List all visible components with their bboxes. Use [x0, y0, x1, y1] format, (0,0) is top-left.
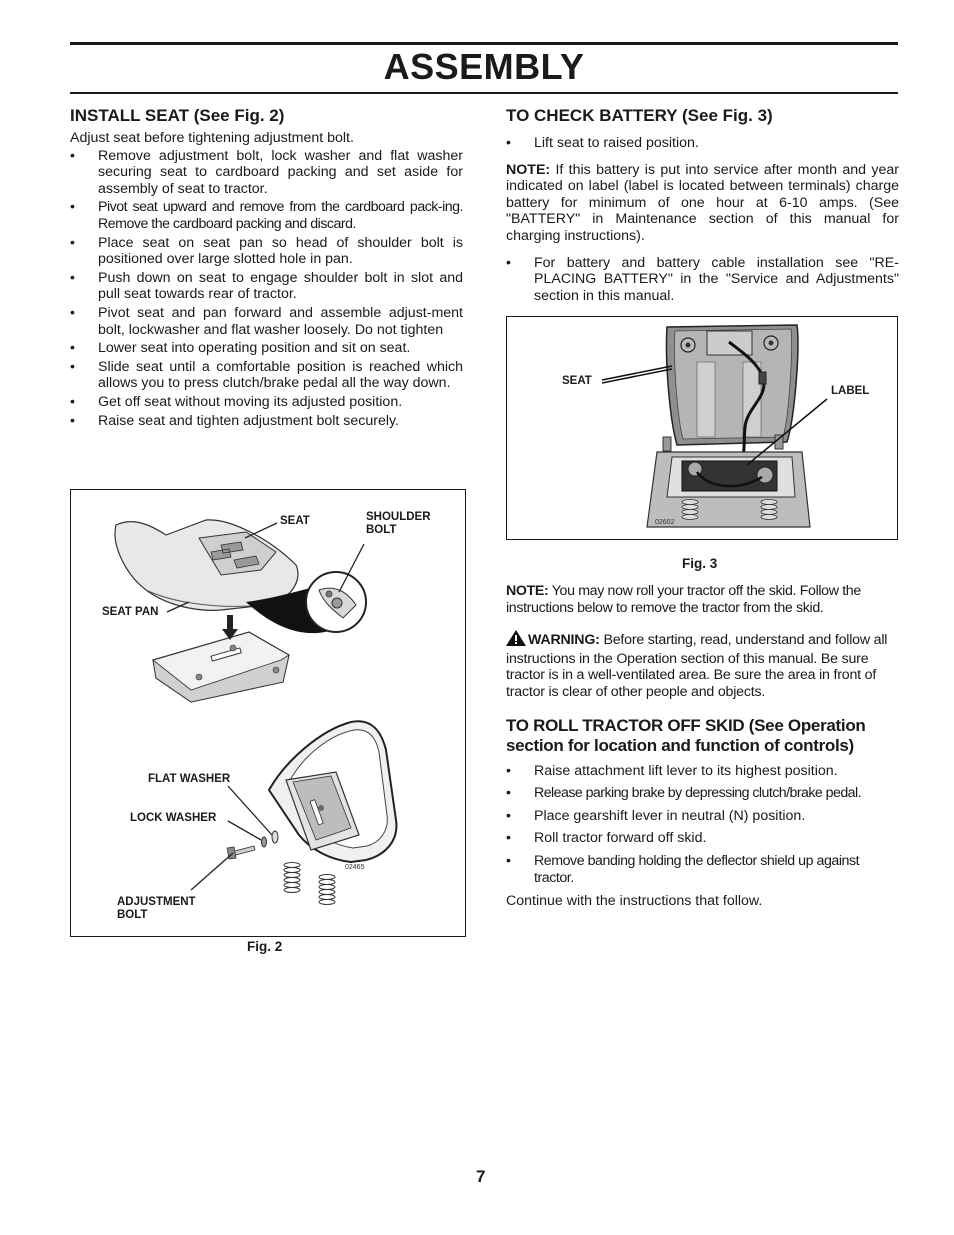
fig3-label-label: LABEL [831, 385, 870, 397]
list-item: • Push down on seat to engage shoulder bolt in slot and pull seat towards rear of tractor. [70, 269, 463, 303]
page-title: ASSEMBLY [383, 46, 585, 87]
figure-3 [506, 316, 898, 540]
check-battery-section [506, 106, 899, 304]
install-seat-heading: INSTALL SEAT (See Fig. 2) [70, 106, 285, 125]
list-item: • Remove banding holding the deflector shield up against tractor. [506, 852, 860, 886]
list-item: • For battery and battery cable installation see "RE-PLACING BATTERY" in the "Service and Adjustments" section in this manual. [506, 254, 899, 304]
list-item: • Place gearshift lever in neutral (N) position. [506, 807, 806, 824]
flat-washer-label: FLAT WASHER [148, 773, 231, 785]
figure-2 [70, 489, 466, 937]
warning-paragraph: WARNING: Before starting, read, understand and follow all instructions in the Operation section of this manual. Be sure tractor is in a well-ventilated area. Be sure the area in front of tractor is clear of other people and objects. [506, 632, 888, 700]
list-item: • Roll tractor forward off skid. [506, 830, 707, 847]
seat-label: SEAT [280, 515, 310, 527]
fig3-seat-label: SEAT [562, 375, 592, 387]
list-item: • Slide seat until a comfortable position is reached which allows you to press clutch/brake pedal all the way down. [70, 358, 463, 392]
shoulder-bolt-label: SHOULDER BOLT [366, 511, 431, 536]
page-number: 7 [476, 1167, 486, 1186]
list-item: • Raise seat and tighten adjustment bolt securely. [70, 412, 399, 429]
install-seat-steps [70, 148, 463, 430]
fig3-caption: Fig. 3 [682, 556, 718, 571]
list-item: • Pivot seat and pan forward and assemble adjust-ment bolt, lockwasher and flat washer loosely. Do not tighten [70, 304, 463, 338]
header-bottom-rule [70, 92, 898, 94]
roll-off-closing: Continue with the instructions that follow. [506, 893, 763, 910]
seat-assembly-illustration [71, 490, 465, 936]
install-seat-section [70, 106, 463, 429]
roll-note: NOTE: You may now roll your tractor off the skid. Follow the instructions below to remove the tractor from the skid. [506, 583, 861, 616]
check-battery-list-2 [506, 255, 899, 305]
fig2-part-number: 02465 [345, 864, 365, 871]
install-seat-intro: Adjust seat before tightening adjustment bolt. [70, 130, 354, 146]
list-item: • Pivot seat upward and remove from the cardboard pack-ing. Remove the cardboard packing and discard. [70, 199, 463, 232]
battery-note: NOTE: If this battery is put into service after month and year indicated on label (label is located between terminals) charge battery for minimum of one hour at 6-10 amps. (See "BATTERY" in Maintenance section of this manual for charging instructions). [506, 161, 899, 244]
fig3-part-number: 02602 [655, 519, 675, 526]
lock-washer-label: LOCK WASHER [130, 812, 217, 824]
list-item: • Lower seat into operating position and sit on seat. [70, 340, 411, 357]
roll-off-steps [506, 763, 899, 887]
warning-icon [506, 630, 526, 651]
list-item: • Remove adjustment bolt, lock washer and flat washer securing seat to cardboard packing and set aside for assembly of seat to tractor. [70, 147, 463, 197]
list-item: • Get off seat without moving its adjusted position. [70, 393, 403, 410]
fig2-caption: Fig. 2 [247, 939, 283, 954]
roll-off-heading: TO ROLL TRACTOR OFF SKID (See Operation section for location and function of controls) [506, 715, 866, 756]
seat-pan-label: SEAT PAN [102, 606, 159, 618]
header-top-rule [70, 42, 898, 45]
list-item: • Place seat on seat pan so head of shoulder bolt is positioned over large slotted hole in pan. [70, 234, 463, 268]
check-battery-heading: TO CHECK BATTERY (See Fig. 3) [506, 106, 773, 125]
list-item: • Lift seat to raised position. [506, 135, 699, 151]
list-item: • Raise attachment lift lever to its highest position. [506, 762, 838, 779]
list-item: • Release parking brake by depressing clutch/brake pedal. [506, 785, 862, 802]
adjustment-bolt-label: ADJUSTMENT BOLT [117, 896, 196, 921]
roll-off-section [506, 583, 899, 910]
battery-under-seat-illustration [507, 317, 897, 539]
check-battery-list-1 [506, 135, 899, 152]
